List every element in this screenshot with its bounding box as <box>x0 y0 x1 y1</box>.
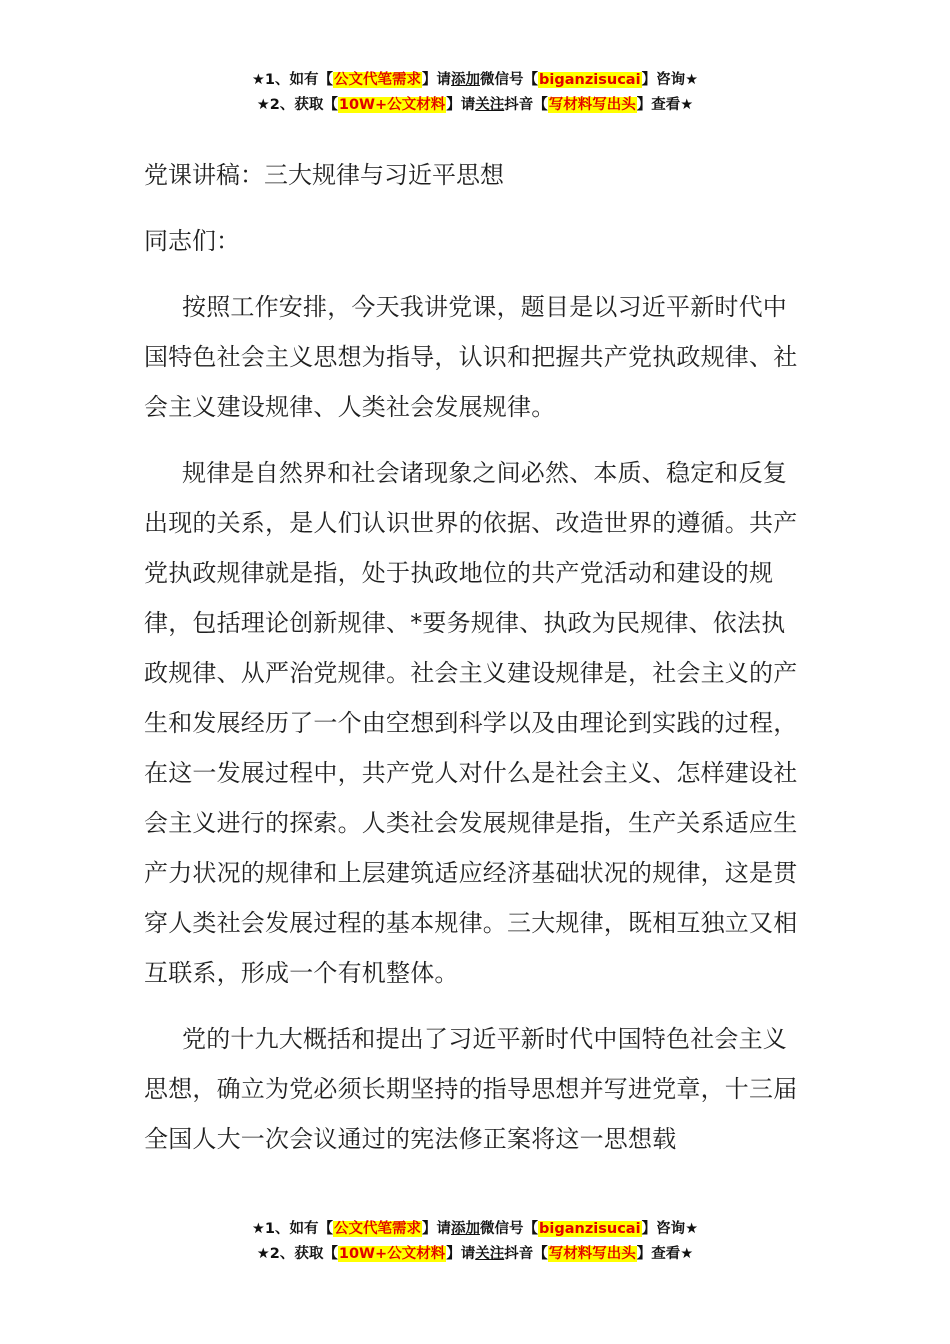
paragraph-3: 党的十九大概括和提出了习近平新时代中国特色社会主义思想，确立为党必须长期坚持的指导思想并写进党章，十三届全国人大一次会议通过的宪法修正案将这一思想载 <box>144 1025 798 1153</box>
promo-text: 】查看 <box>636 1246 681 1262</box>
promo-wechat-id: biganzisucai <box>539 72 641 88</box>
promo-text: 2、获取【 <box>269 1246 338 1262</box>
promo-douyin-account: 写材料写出头 <box>548 1246 636 1262</box>
promo-wechat-id: biganzisucai <box>539 1221 641 1237</box>
promo-underlined: 添加 <box>451 72 481 88</box>
promo-text: 】咨询 <box>641 1221 686 1237</box>
promo-line-2 <box>0 93 950 118</box>
promo-line-2 <box>0 1242 950 1267</box>
header-promo-banner <box>0 68 950 118</box>
paragraph-1: 按照工作安排，今天我讲党课，题目是以习近平新时代中国特色社会主义思想为指导，认识和把握共产党执政规律、社会主义建设规律、人类社会发展规律。 <box>144 293 798 421</box>
promo-highlight: 公文代笔需求 <box>334 72 422 88</box>
promo-text: 微信号【 <box>480 1221 539 1237</box>
promo-text: 】请 <box>446 1246 476 1262</box>
star-icon: ★ <box>685 1221 699 1237</box>
paragraph-2: 规律是自然界和社会诸现象之间必然、本质、稳定和反复出现的关系，是人们认识世界的依据、改造世界的遵循。共产党执政规律就是指，处于执政地位的共产党活动和建设的规律，包括理论创新规律、*要务规律、执政为民规律、依法执政规律、从严治党规律。社会主义建设规律是，社会主义的产生和发展经历了一个由空想到科学以及由理论到实践的过程，在这一发展过程中，共产党人对什么是社会主义、怎样建设社会主义进行的探索。人类社会发展规律是指，生产关系适应生产力状况的规律和上层建筑适应经济基础状况的规律，这是贯穿人类社会发展过程的基本规律。三大规律，既相互独立又相互联系，形成一个有机整体。 <box>144 459 798 987</box>
promo-highlight: 公文代笔需求 <box>334 1221 422 1237</box>
promo-underlined: 关注 <box>475 97 505 113</box>
promo-highlight: 10W+公文材料 <box>338 97 446 113</box>
star-icon: ★ <box>256 97 270 113</box>
promo-text: 抖音【 <box>504 97 548 113</box>
promo-text: 微信号【 <box>480 72 539 88</box>
promo-text: 】请 <box>446 97 476 113</box>
star-icon: ★ <box>680 1246 694 1262</box>
document-body <box>144 150 809 1180</box>
promo-text: 】查看 <box>636 97 681 113</box>
promo-text: 】请 <box>422 1221 452 1237</box>
document-title: 党课讲稿：三大规律与习近平思想 <box>144 161 504 189</box>
promo-douyin-account: 写材料写出头 <box>548 97 636 113</box>
promo-underlined: 关注 <box>475 1246 505 1262</box>
promo-underlined: 添加 <box>451 1221 481 1237</box>
promo-text: 】咨询 <box>641 72 686 88</box>
salutation: 同志们： <box>144 227 240 255</box>
promo-line-1 <box>0 1217 950 1242</box>
promo-line-1 <box>0 68 950 93</box>
footer-promo-banner <box>0 1217 950 1267</box>
promo-highlight: 10W+公文材料 <box>338 1246 446 1262</box>
promo-text: 2、获取【 <box>269 97 338 113</box>
star-icon: ★ <box>251 72 265 88</box>
star-icon: ★ <box>685 72 699 88</box>
star-icon: ★ <box>251 1221 265 1237</box>
promo-text: 】请 <box>422 72 452 88</box>
promo-text: 1、如有【 <box>264 72 334 88</box>
star-icon: ★ <box>680 97 694 113</box>
star-icon: ★ <box>256 1246 270 1262</box>
promo-text: 1、如有【 <box>264 1221 334 1237</box>
promo-text: 抖音【 <box>504 1246 548 1262</box>
